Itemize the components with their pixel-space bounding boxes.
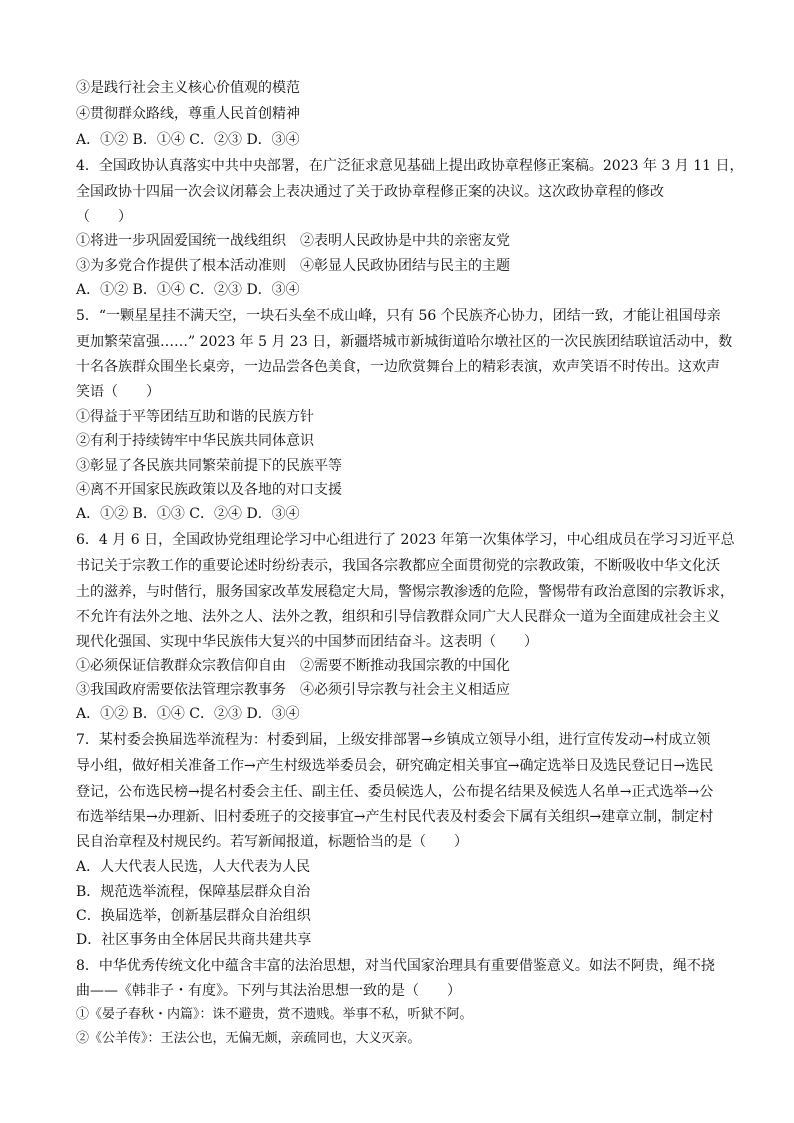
q3-choices: A．①② B．①④ C．②③ D．③④ [76,132,300,148]
q7-stem-line-3: 登记，公布选民榜→提名村委会主任、副主任、委员候选人，公布提名结果及候选人名单→正式选举→公 [76,784,714,800]
q6-stem-line-4: 不允许有法外之地、法外之人、法外之教，组织和引导信教群众同广大人民群众一道为全面建成社会主义 [76,609,720,625]
q4-answer-blank: （ ） [76,209,132,225]
q7-stem-line-5: 民自治章程及村规民约。若写新闻报道，标题恰当的是（ ） [76,834,468,850]
q8-option-1: ①《晏子春秋・内篇》：诛不避贵，赏不遗贱。举事不私，听狱不阿。 [76,1007,473,1022]
q5-choices: A．①② B．①③ C．②④ D．③④ [76,506,300,522]
q5-stem-line-2: 更加繁荣富强……” 2023 年 5 月 23 日，新疆塔城市新城街道哈尔墩社区的一次民族团结联谊活动中，数 [76,334,733,350]
q5-stem-line-3: 十名各族群众围坐长桌旁，一边品尝各色美食，一边欣赏舞台上的精彩表演，欢声笑语不时传出。这欢声 [76,359,720,375]
q4-choices: A．①② B．①④ C．②③ D．③④ [76,282,300,298]
q7-option-d: D．社区事务由全体居民共商共建共享 [76,932,312,948]
q6-stem-line-2: 书记关于宗教工作的重要论述时纷纷表示，我国各宗教都应全面贯彻党的宗教政策，不断吸收中华文化沃 [76,558,720,574]
q5-option-4: ④离不开国家民族政策以及各地的对口支援 [76,482,342,498]
q7-option-c: C．换届选举，创新基层群众自治组织 [76,908,311,924]
q6-choices: A．①② B．①④ C．②③ D．③④ [76,706,300,722]
q8-stem-line-1: 8．中华优秀传统文化中蕴含丰富的法治思想，对当代国家治理具有重要借鉴意义。如法不阿贵，绳不挠 [76,958,715,974]
q7-option-b: B．规范选举流程，保障基层群众自治 [76,884,311,900]
q6-options-3-4: ③我国政府需要依法管理宗教事务 ④必须引导宗教与社会主义相适应 [76,682,510,698]
q8-option-2: ②《公羊传》：王法公也，无偏无颇，亲疏同也，大义灭亲。 [76,1031,421,1046]
q5-stem-line-1: 5．“一颗星星挂不满天空，一块石头垒不成山峰，只有 56 个民族齐心协力，团结一致，才能让祖国母亲 [76,308,721,324]
q4-options-1-2: ①将进一步巩固爱国统一战线组织 ②表明人民政协是中共的亲密友党 [76,233,510,249]
q4-options-3-4: ③为多党合作提供了根本活动准则 ④彰显人民政协团结与民主的主题 [76,258,510,274]
q5-option-2: ②有利于持续铸牢中华民族共同体意识 [76,433,314,449]
q6-stem-line-3: 土的滋养，与时偕行，服务国家改革发展稳定大局，警惕宗教渗透的危险，警惕带有政治意图的宗教诉求， [76,584,734,600]
q5-stem-line-4: 笑语（ ） [76,384,160,400]
q7-stem-line-1: 7．某村委会换届选举流程为：村委到届，上级安排部署→乡镇成立领导小组，进行宣传发动→村成立领 [76,732,711,748]
q7-stem-line-2: 导小组，做好相关准备工作→产生村级选举委员会，研究确定相关事宜→确定选举日及选民登记日→选民 [76,758,714,774]
q3-option-3: ③是践行社会主义核心价值观的模范 [76,80,300,96]
q3-option-4: ④贯彻群众路线，尊重人民首创精神 [76,106,300,122]
q6-stem-line-5: 现代化强国、实现中华民族伟大复兴的中国梦而团结奋斗。这表明（ ） [76,634,538,650]
q6-stem-line-1: 6．4 月 6 日，全国政协党组理论学习中心组进行了 2023 年第一次集体学习，中心组成员在学习习近平总 [76,532,735,548]
q4-stem-line-2: 全国政协十四届一次会议闭幕会上表决通过了关于政协章程修正案的决议。这次政协章程的修改 [76,184,664,200]
q4-stem-line-1: 4．全国政协认真落实中共中央部署，在广泛征求意见基础上提出政协章程修正案稿。2023 年 3 月 11 日， [76,158,744,174]
q8-stem-line-2: 曲——《韩非子・有度》。下列与其法治思想一致的是（ ） [76,983,461,999]
q7-option-a: A．人大代表人民选，人大代表为人民 [76,859,311,875]
q6-options-1-2: ①必须保证信教群众宗教信仰自由 ②需要不断推动我国宗教的中国化 [76,658,510,674]
q5-option-1: ①得益于平等团结互助和谐的民族方针 [76,409,314,425]
q5-option-3: ③彰显了各民族共同繁荣前提下的民族平等 [76,458,342,474]
q7-stem-line-4: 布选举结果→办理新、旧村委班子的交接事宜→产生村民代表及村委会下属有关组织→建章立制，制定村 [76,809,714,825]
